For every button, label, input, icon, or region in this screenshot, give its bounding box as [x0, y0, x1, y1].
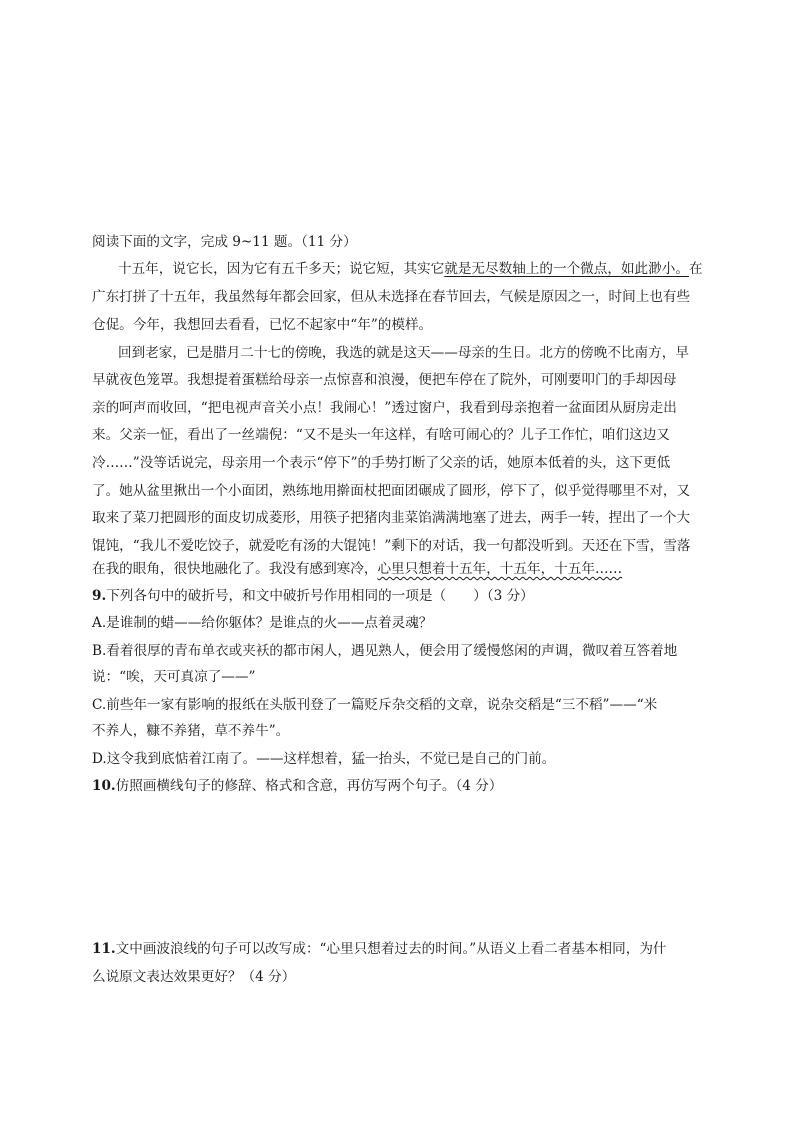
reading-instruction: 阅读下面的文字，完成 9~11 题。（11 分）: [92, 234, 357, 250]
option-b-line-1: B.看着很厚的青布单衣或夹袄的都市闲人，遇见熟人，便会用了缓慢悠闲的声调，微叹着互答着地: [92, 643, 678, 659]
option-a: A.是谁制的蜡——给你躯体？是谁点的火——点着灵魂？: [92, 615, 433, 631]
underlined-sentence: 就是无尽数轴上的一个微点，如此渺小。: [444, 261, 689, 277]
wavy-underlined-sentence: 心里只想着十五年，十五年，十五年……: [377, 561, 623, 577]
question-9: [92, 587, 534, 605]
question-number: 9.: [92, 588, 107, 604]
passage-p2-line-5: 冷……”没等话说完，母亲用一个表示“停下”的手势打断了父亲的话，她原本低着的头，这下更低: [92, 455, 671, 471]
passage-text: 十五年，说它长，因为它有五千多天；说它短，其实它: [118, 261, 445, 277]
passage-p1-line-1: [118, 260, 703, 278]
passage-p2-line-7: 取来了菜刀把圆形的面皮切成菱形，用筷子把猪肉韭菜馅满满地塞了进去，两手一转，捏出了一个大: [92, 510, 691, 526]
question-number: 10.: [92, 778, 116, 794]
passage-text: 在我的眼角，很快地融化了。我没有感到寒冷，: [92, 561, 378, 577]
passage-p2-line-9: [92, 560, 622, 578]
passage-p2-line-6: 了。她从盆里揪出一个小面团，熟练地用擀面杖把面团碾成了圆形，停下了，似乎觉得哪里不对，又: [92, 483, 691, 499]
passage-p2-line-2: 早就夜色笼罩。我想提着蛋糕给母亲一点惊喜和浪漫，便把车停在了院外，可刚要叩门的手却因母: [92, 372, 677, 388]
option-b-line-2: 说：“唉，天可真凉了——”: [92, 669, 256, 685]
passage-text: 在: [688, 261, 703, 277]
question-stem: 仿照画横线句子的修辞、格式和含意，再仿写两个句子。（4 分）: [115, 778, 503, 794]
question-11-line-1: [92, 940, 667, 958]
passage-p1-line-2: 广东打拼了十五年，我虽然每年都会回家，但从未选择在春节回去，气候是原因之一，时间上也有些: [92, 289, 691, 305]
passage-p1-line-3: 仓促。今年，我想回去看看，已忆不起家中“年”的模样。: [92, 317, 433, 333]
passage-p2-line-8: 馄饨，“我儿不爱吃饺子，就爱吃有汤的大馄饨！”剩下的对话，我一句都没听到。天还在下雪，雪落: [92, 538, 691, 554]
passage-p2-line-1: 回到老家，已是腊月二十七的傍晚，我选的就是这天——母亲的生日。北方的傍晚不比南方，早: [118, 345, 689, 361]
question-number: 11.: [92, 941, 116, 957]
question-stem: 文中画波浪线的句子可以改写成：“心里只想着过去的时间。”从语义上看二者基本相同，为什: [115, 941, 667, 957]
question-11-line-2: 么说原文表达效果更好？（4 分）: [92, 969, 296, 985]
question-10: [92, 777, 502, 795]
passage-p2-line-4: 来。父亲一怔，看出了一丝端倪：“又不是头一年这样，有啥可闹心的？儿子工作忙，咱们这边又: [92, 427, 670, 443]
question-stem: 下列各句中的破折号，和文中破折号作用相同的一项是（ ）（3 分）: [106, 588, 534, 604]
option-c-line-1: C.前些年一家有影响的报纸在头版刊登了一篇贬斥杂交稻的文章，说杂交稻是“三不稻”——“米: [92, 697, 658, 713]
passage-p2-line-3: 亲的呵声而收回，“把电视声音关小点！我闹心！”透过窗户，我看到母亲抱着一盆面团从厨房走出: [92, 400, 677, 416]
option-d: D.这令我到底惦着江南了。——这样想着，猛一抬头，不觉已是自己的门前。: [92, 751, 556, 767]
option-c-line-2: 不养人，糠不养猪，草不养牛”。: [92, 723, 290, 739]
